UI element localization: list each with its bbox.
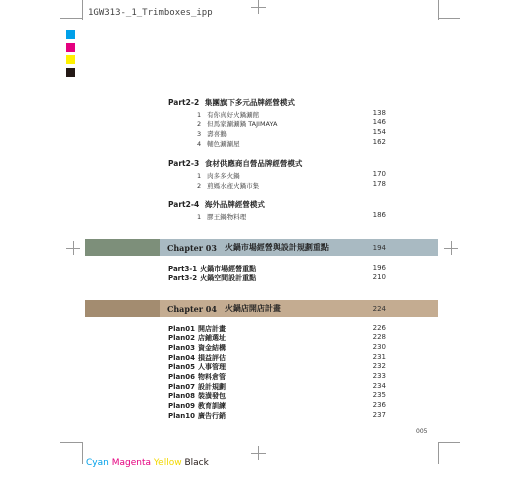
crop-mark (438, 0, 439, 20)
toc-entry (168, 273, 256, 283)
item-page: 162 (372, 138, 386, 146)
item-number: 4 (197, 140, 202, 148)
cyan-swatch (66, 30, 75, 39)
section-label: Part2-4 (168, 200, 200, 209)
plan-page: 236 (372, 401, 386, 409)
crop-mark (82, 0, 83, 20)
plan-label: Plan06 (168, 373, 195, 381)
chapter-title: 火鍋市場經營與設計規劃重點 (224, 242, 329, 252)
plan-title: 資金結構 (197, 344, 226, 352)
plan-row (168, 401, 226, 411)
item-number: 2 (197, 120, 202, 128)
chapter-04-band (85, 300, 438, 317)
entry-page: 210 (372, 273, 386, 281)
plan-label: Plan08 (168, 392, 195, 400)
plan-page: 234 (372, 382, 386, 390)
section-heading (168, 158, 302, 169)
item-page: 178 (372, 180, 386, 188)
toc-item (197, 212, 246, 221)
plan-label: Plan05 (168, 363, 195, 371)
plan-row (168, 411, 226, 421)
plan-title: 人事管理 (197, 363, 226, 371)
plan-label: Plan01 (168, 325, 195, 333)
item-text: 壽喜鵝 (207, 130, 227, 138)
chapter-label: Chapter 03 (167, 242, 217, 253)
plan-row (168, 391, 226, 401)
item-text: 肉多多火鍋 (207, 172, 240, 180)
section-title: 海外品牌經營模式 (204, 200, 265, 209)
plan-page: 232 (372, 362, 386, 370)
page-folio: 005 (416, 428, 428, 435)
plan-page: 230 (372, 343, 386, 351)
plan-title: 廣告行銷 (197, 412, 226, 420)
item-text: 輔色涮涮屋 (207, 140, 240, 148)
toc-item (197, 119, 277, 128)
plan-title: 設計規劃 (197, 383, 226, 391)
plan-title: 開店計畫 (197, 325, 226, 333)
plan-title: 損益評估 (197, 354, 226, 362)
magenta-swatch (66, 43, 75, 52)
plan-row (168, 362, 226, 372)
magenta-label: Magenta (111, 458, 151, 468)
crop-mark (251, 453, 266, 454)
item-text: 但馬家涮涮鍋 TAJIMAYA (207, 120, 278, 128)
crop-mark (438, 442, 439, 464)
entry-title: 火鍋空間設計重點 (200, 274, 257, 282)
band-accent (85, 300, 160, 317)
plan-label: Plan03 (168, 344, 195, 352)
crop-mark (73, 241, 74, 255)
toc-item (197, 181, 259, 190)
plan-page: 226 (372, 324, 386, 332)
print-filename: 1GW313-_1_Trimboxes_ipp (88, 8, 213, 18)
section-heading (168, 97, 295, 108)
section-label: Part2-2 (168, 98, 200, 107)
item-number: 3 (197, 130, 202, 138)
toc-item (197, 129, 227, 138)
section-heading (168, 199, 265, 210)
plan-page: 231 (372, 353, 386, 361)
plan-page: 237 (372, 411, 386, 419)
entry-page: 196 (372, 264, 386, 272)
crop-mark (438, 18, 460, 19)
chapter-label: Chapter 04 (167, 303, 217, 314)
item-text: 煎媽水產火鍋市集 (207, 182, 260, 190)
toc-item (197, 139, 240, 148)
plan-title: 教育訓練 (197, 402, 226, 410)
crop-mark (60, 18, 82, 19)
section-title: 食材供應商自營品牌經營模式 (204, 159, 303, 168)
crop-mark (451, 241, 452, 255)
plan-title: 裝潢發包 (197, 392, 226, 400)
yellow-label: Yellow (153, 458, 182, 468)
item-number: 1 (197, 111, 202, 119)
item-page: 138 (372, 109, 386, 117)
yellow-swatch (66, 55, 75, 64)
plan-label: Plan10 (168, 412, 195, 420)
toc-item (197, 171, 240, 180)
section-title: 集團旗下多元品牌經營模式 (204, 98, 295, 107)
item-text: 有你真好火鍋涮館 (207, 111, 260, 119)
crop-mark (251, 7, 266, 8)
plan-label: Plan04 (168, 354, 195, 362)
entry-title: 火鍋市場經營重點 (200, 265, 257, 273)
color-bar-legend (86, 458, 209, 468)
plan-page: 233 (372, 372, 386, 380)
plan-label: Plan09 (168, 402, 195, 410)
plan-row (168, 333, 226, 343)
item-page: 186 (372, 211, 386, 219)
cyan-label: Cyan (86, 458, 109, 468)
chapter-03-band (85, 239, 438, 256)
item-page: 170 (372, 170, 386, 178)
plan-page: 228 (372, 333, 386, 341)
item-number: 1 (197, 213, 202, 221)
item-text: 膠王鍋物料理 (207, 213, 247, 221)
item-number: 2 (197, 182, 202, 190)
plan-page: 235 (372, 391, 386, 399)
black-swatch (66, 68, 75, 77)
crop-mark (60, 442, 82, 443)
section-label: Part2-3 (168, 159, 200, 168)
chapter-page: 224 (372, 304, 386, 313)
black-label: Black (184, 458, 209, 468)
plan-title: 店鋪選址 (197, 334, 226, 342)
entry-label: Part3-1 (168, 265, 198, 273)
plan-title: 物料倉管 (197, 373, 226, 381)
entry-label: Part3-2 (168, 274, 198, 282)
crop-mark (82, 442, 83, 464)
chapter-page: 194 (372, 243, 386, 252)
item-page: 154 (372, 128, 386, 136)
plan-row (168, 372, 226, 382)
plan-label: Plan07 (168, 383, 195, 391)
plan-row (168, 343, 226, 353)
chapter-title: 火鍋店開店計畫 (224, 303, 281, 313)
item-page: 146 (372, 118, 386, 126)
band-accent (85, 239, 160, 256)
crop-mark (438, 442, 460, 443)
item-number: 1 (197, 172, 202, 180)
toc-item (197, 110, 259, 119)
plan-label: Plan02 (168, 334, 195, 342)
